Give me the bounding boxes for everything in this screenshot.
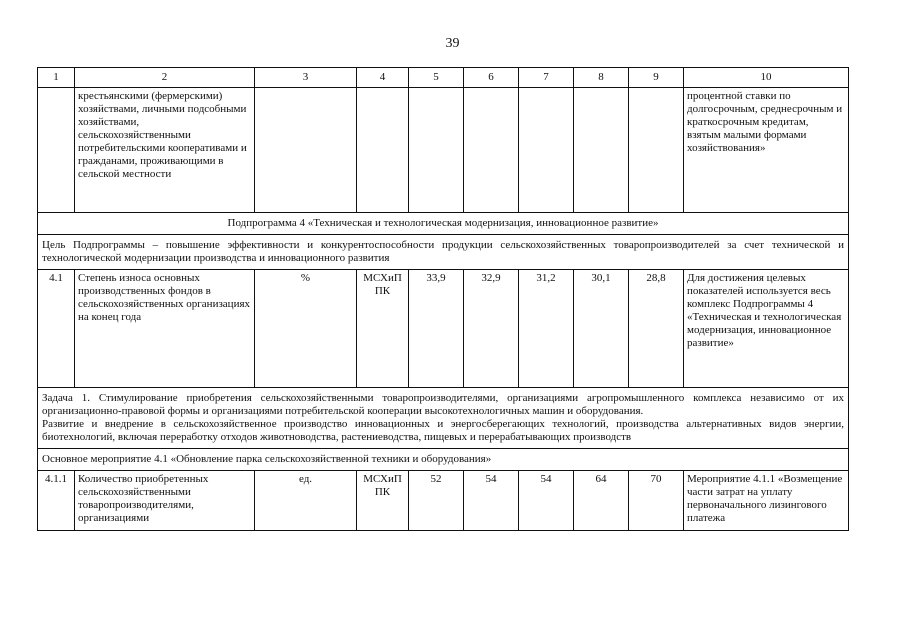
note-cell: Для достижения целевых показателей используется весь комплекс Подпрограммы 4 «Техническая и технологическая модернизация, инновационное развитие» <box>684 270 849 388</box>
unit-cell: % <box>255 270 357 388</box>
subprogram-title-row <box>38 213 849 235</box>
row-number: 4.1.1 <box>38 471 75 531</box>
indicator-table <box>37 67 849 531</box>
value-cell: 54 <box>519 471 574 531</box>
value-cell: 64 <box>574 471 629 531</box>
table-cell <box>38 88 75 213</box>
value-cell: 28,8 <box>629 270 684 388</box>
responsible-cell: МСХиП ПК <box>357 270 409 388</box>
table-cell <box>464 88 519 213</box>
header-cell: 6 <box>464 68 519 88</box>
task-text: Задача 1. Стимулирование приобретения сельскохозяйственными товаропроизводителями, организациями агропромышленного комплекса независимо от их организационно-правовой формы и организациями потребительской кооперации высокотехнологичных машин и оборудования. <box>42 392 844 417</box>
subprogram-goal: Цель Подпрограммы – повышение эффективности и конкурентоспособности продукции сельскохозяйственных товаропроизводителей за счет технической и технологической модернизации производства и инновационного развития <box>38 235 849 270</box>
main-activity-title: Основное мероприятие 4.1 «Обновление парка сельскохозяйственной техники и оборудования» <box>38 449 849 471</box>
value-cell: 54 <box>464 471 519 531</box>
header-cell: 3 <box>255 68 357 88</box>
subprogram-goal-row <box>38 235 849 270</box>
indicator-name-cell: Количество приобретенных сельскохозяйственными товаропроизводителями, организациями <box>75 471 255 531</box>
value-cell: 70 <box>629 471 684 531</box>
table-row <box>38 471 849 531</box>
note-cell: Мероприятие 4.1.1 «Возмещение части затрат на уплату первоначального лизингового платежа <box>684 471 849 531</box>
main-activity-row <box>38 449 849 471</box>
table-cell <box>409 88 464 213</box>
table-row-continuation <box>38 88 849 213</box>
subprogram-title: Подпрограмма 4 «Техническая и технологическая модернизация, инновационное развитие» <box>38 213 849 235</box>
task-row <box>38 388 849 449</box>
indicator-name-cell: Степень износа основных производственных фондов в сельскохозяйственных организациях на конец года <box>75 270 255 388</box>
row-number: 4.1 <box>38 270 75 388</box>
table-row <box>38 270 849 388</box>
table-cell <box>574 88 629 213</box>
note-cell: процентной ставки по долгосрочным, среднесрочным и краткосрочным кредитам, взятым малыми формами хозяйствования» <box>684 88 849 213</box>
header-cell: 4 <box>357 68 409 88</box>
value-cell: 30,1 <box>574 270 629 388</box>
header-cell: 7 <box>519 68 574 88</box>
header-row <box>38 68 849 88</box>
table-cell <box>357 88 409 213</box>
table-cell <box>629 88 684 213</box>
value-cell: 33,9 <box>409 270 464 388</box>
header-cell: 9 <box>629 68 684 88</box>
table-cell <box>519 88 574 213</box>
page-number: 39 <box>445 36 460 51</box>
table-cell <box>255 88 357 213</box>
header-cell: 10 <box>684 68 849 88</box>
header-cell: 8 <box>574 68 629 88</box>
header-cell: 5 <box>409 68 464 88</box>
header-cell: 1 <box>38 68 75 88</box>
task-text: Развитие и внедрение в сельскохозяйственное производство инновационных и энергосберегающих технологий, производства альтернативных видов энергии, биотехнологий, включая переработку отходов животноводства, растениеводства, пищевых и перерабатывающих производств <box>42 418 844 443</box>
header-cell: 2 <box>75 68 255 88</box>
value-cell: 32,9 <box>464 270 519 388</box>
unit-cell: ед. <box>255 471 357 531</box>
value-cell: 52 <box>409 471 464 531</box>
indicator-name-cell: крестьянскими (фермерскими) хозяйствами, личными подсобными хозяйствами, сельскохозяйственными потребительскими кооперативами и гражданами, проживающими в сельской местности <box>75 88 255 213</box>
task-description <box>38 388 849 449</box>
value-cell: 31,2 <box>519 270 574 388</box>
responsible-cell: МСХиП ПК <box>357 471 409 531</box>
